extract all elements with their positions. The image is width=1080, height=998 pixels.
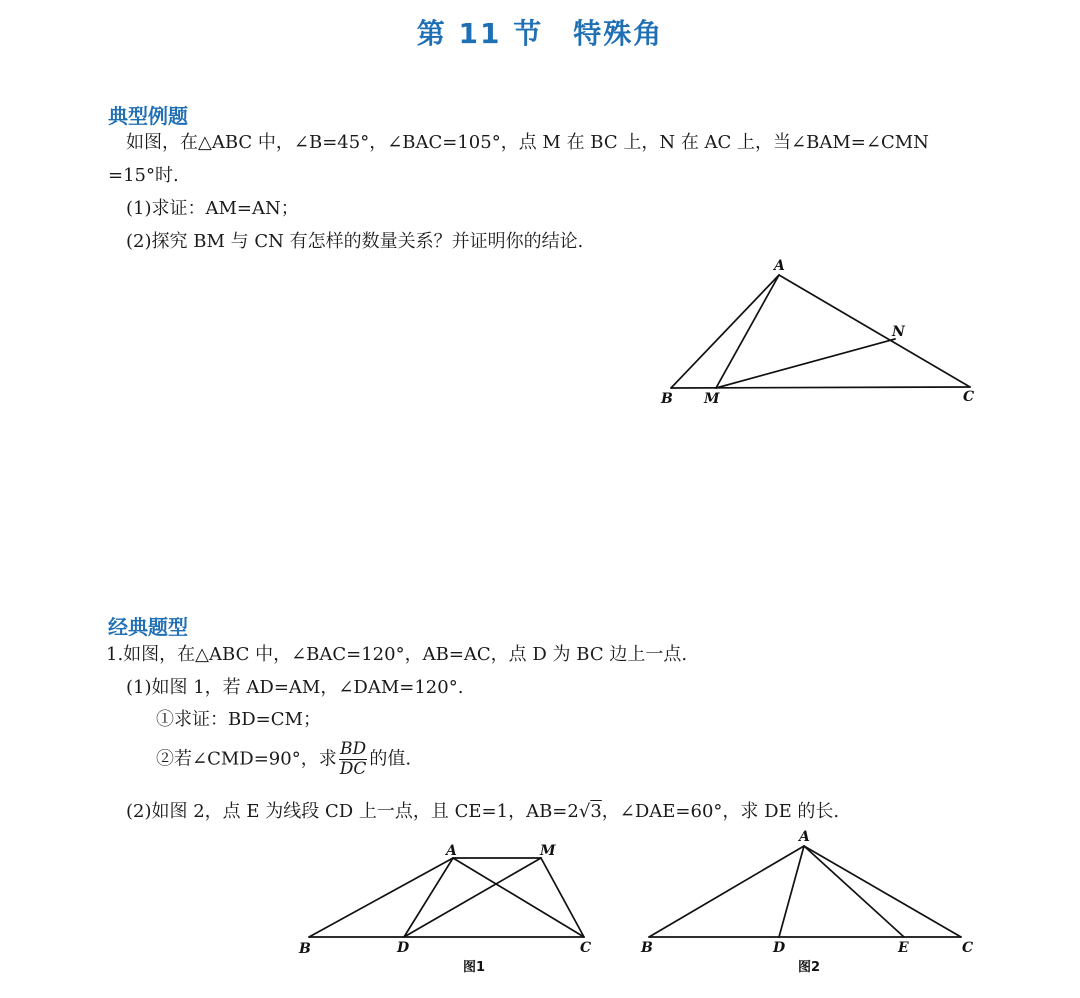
- example-statement-line1: 如图，在△ABC 中，∠B=45°，∠BAC=105°，点 M 在 BC 上，N 在 AC 上，当∠BAM=∠CMN: [126, 132, 929, 153]
- example-part2: (2)探究 BM 与 CN 有怎样的数量关系？并证明你的结论.: [126, 231, 584, 252]
- sqrt-radicand: 3: [590, 801, 602, 822]
- fig2-segment-ad: [779, 846, 804, 937]
- label-n: N: [892, 324, 905, 340]
- fraction-denominator: DC: [339, 759, 367, 779]
- q1-stem: 1.如图，在△ABC 中，∠BAC=120°，AB=AC，点 D 为 BC 边上一点.: [106, 644, 688, 665]
- section-heading-example: 典型例题: [108, 104, 188, 128]
- fraction-numerator: BD: [339, 739, 367, 759]
- section-heading-classic: 经典题型: [108, 615, 188, 639]
- fig1-label-d: D: [397, 940, 410, 956]
- q1-part2-suffix: ，∠DAE=60°，求 DE 的长.: [601, 801, 840, 822]
- fig1-label-m: M: [540, 843, 556, 859]
- q1-part2-prefix: (2)如图 2，点 E 为线段 CD 上一点，且 CE=1，AB=2: [126, 801, 579, 822]
- fig2-label-b: B: [641, 940, 653, 956]
- fig1-label-c: C: [580, 940, 592, 956]
- fig2-segment-ab: [649, 846, 804, 937]
- fig2-segment-ac: [804, 846, 961, 937]
- fig1-label-a: A: [446, 843, 457, 859]
- fig2-segment-ae: [804, 846, 904, 937]
- example-statement-line2: =15°时.: [108, 165, 179, 186]
- fig2-label-a: A: [799, 829, 810, 845]
- fig2-label-d: D: [773, 940, 786, 956]
- label-c: C: [963, 389, 975, 405]
- q1-sub2-prefix: ②若∠CMD=90°，求: [156, 748, 337, 770]
- fig2-label-e: E: [898, 940, 909, 956]
- fig1-caption: 图1: [463, 960, 486, 975]
- q1-sub2-suffix: 的值.: [369, 748, 412, 770]
- fig1-label-b: B: [299, 941, 311, 957]
- q1-sub1: ①求证：BD=CM；: [156, 709, 321, 730]
- page-title: 第 11 节 特殊角: [416, 17, 664, 50]
- fig2-caption: 图2: [798, 960, 821, 975]
- sqrt-sign: √: [578, 801, 591, 822]
- q1-part1: (1)如图 1，若 AD=AM，∠DAM=120°.: [126, 677, 464, 698]
- label-b: B: [661, 391, 673, 407]
- example-part1: (1)求证：AM=AN；: [126, 198, 299, 219]
- label-m: M: [704, 391, 720, 407]
- fig2-label-c: C: [962, 940, 974, 956]
- label-a: A: [774, 258, 785, 274]
